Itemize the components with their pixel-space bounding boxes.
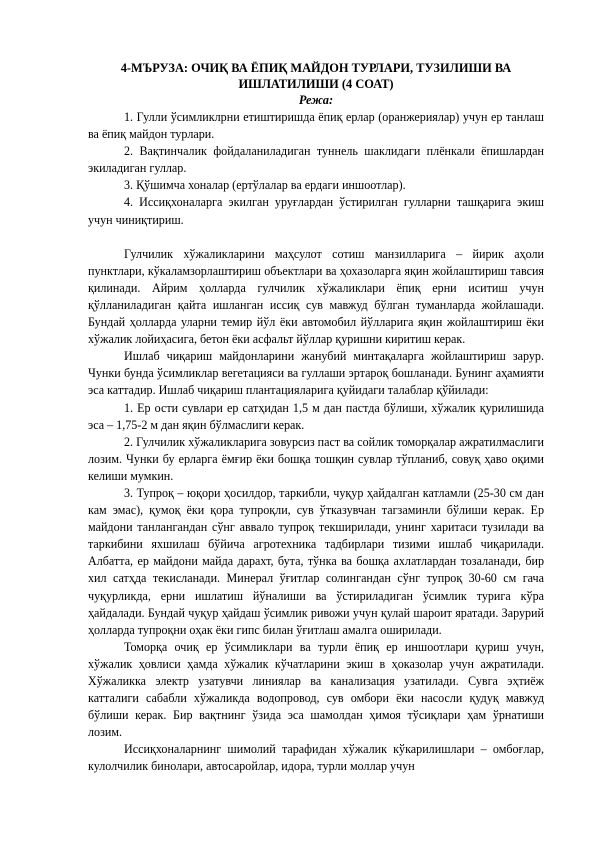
body-paragraph: 1. Ер ости сувлари ер сатҳидан 1,5 м дан пастда бўлиши, хўжалик қурилишида эса – 1,75-2 м дан яқин бўлмаслиги керак.: [88, 400, 544, 432]
body-paragraph: Гулчилик хўжаликларини маҳсулот сотиш манзилларига – йирик аҳоли пунктлари, кўкаламзорлаштириш объектлари ва ҳохазоларга яқин жойлаштириш тавсия қилинади. Айрим ҳолларда гулчилик хўжаликлари ёпиқ ерни иситиш учун қўлланиладиган қайта ишланган иссиқ сув мавжуд бўлган туманларда жойлашади. Бундай ҳолларда уларни темир йўл ёки автомобил йўлларига яқин жойлаштириш ёки хўжалик лойиҳасига, бетон ёки асфальт йўллар қуришни киритиш керак.: [88, 246, 544, 347]
section-gap: [88, 229, 544, 246]
lecture-body: [88, 246, 544, 776]
plan-heading: Режа:: [298, 93, 334, 107]
lecture-page: [88, 60, 544, 776]
body-paragraph: Иссиқхоналарнинг шимолий тарафидан хўжалик кўкарилишлари – омбоғлар, кулолчилик бинолари, автосаройлар, идора, турли моллар учун: [88, 742, 544, 774]
body-paragraph: 3. Тупроқ – юқори ҳосилдор, таркибли, чуқур ҳайдалган катламли (25-30 см дан кам эмас), қумоқ ёки қора тупроқли, сув ўтказувчан тагзаминли бўлиши керак. Ер майдони танлангандан сўнг аввало тупроқ текширилади, унинг харитаси тузилади ва таркибини яхшилаш бўйича агротехника тадбирлари тизими ишлаб чиқарилади. Албатта, ер майдони майда дарахт, бута, тўнка ва бошқа ахлатлардан тозаланади, бир хил сатҳда текисланади. Минерал ўғитлар солингандан сўнг тупроқ 30-60 см гача чуқурликда, ерни ишлатиш йўналиши ва ўстириладиган ўсимлик турига кўра ҳайдалади. Бундай чуқур ҳайдаш ўсимлик ривожи учун қулай шароит яратади. Зарурий ҳолларда тупроқни оҳак ёки гипс билан ўғитлаш амалга оширилади.: [88, 485, 544, 637]
lecture-title: 4-МЪРУЗА: ОЧИҚ ВА ЁПИҚ МАЙДОН ТУРЛАРИ, ТУЗИЛИШИ ВА ИШЛАТИЛИШИ (4 СОАТ): [120, 61, 512, 91]
body-paragraph: 2. Гулчилик хўжаликларига зовурсиз паст ва сойлик томорқалар ажратилмаслиги лозим. Чунки бу ерларга ёмғир ёки бошқа тошқин сувлар тўпланиб, совуқ ҳаво оқими келиши мумкин.: [88, 434, 544, 483]
plan-item: 3. Қўшимча хоналар (ертўлалар ва ердаги иншоотлар).: [124, 178, 406, 193]
plan-item: 1. Гулли ўсимликлрни етиштиришда ёпиқ ерлар (оранжериялар) учун ер танлаш ва ёпиқ майдон турлари.: [88, 110, 544, 142]
plan-item: 2. Вақтинчалик фойдаланиладиган туннель шаклидаги плёнкали ёпишлардан экиладиган гуллар.: [88, 144, 544, 176]
body-paragraph: Ишлаб чиқариш майдонларини жанубий минтақаларга жойлаштириш зарур. Чунки бунда ўсимликлар вегетацияси ва гуллаши эртароқ бошланади. Бунинг аҳамияти эса каттадир. Ишлаб чиқариш плантацияларига қуйидаги талаблар қўйилади:: [88, 349, 544, 398]
plan-list: [88, 109, 544, 229]
plan-item: 4. Иссиқхоналарга экилган уруғлардан ўстирилган гулларни ташқарига экиш учун чиниқтириш.: [88, 195, 544, 227]
body-paragraph: Томорқа очиқ ер ўсимликлари ва турли ёпиқ ер иншоотлари қуриш учун, хўжалик ҳовлиси ҳамда хўжалик кўчатларини экиш в ҳоказолар учун ажратилади. Хўжаликка электр узатувчи линиялар ва канализация узатилади. Сувга эҳтиёж катталиги сабабли хўжаликда водопровод, сув омбори ёки насосли қудуқ мавжуд бўлиши керак. Бир вақтнинг ўзида эса шамолдан ҳимоя тўсиқлари ҳам ўрнатиши лозим.: [88, 639, 544, 740]
